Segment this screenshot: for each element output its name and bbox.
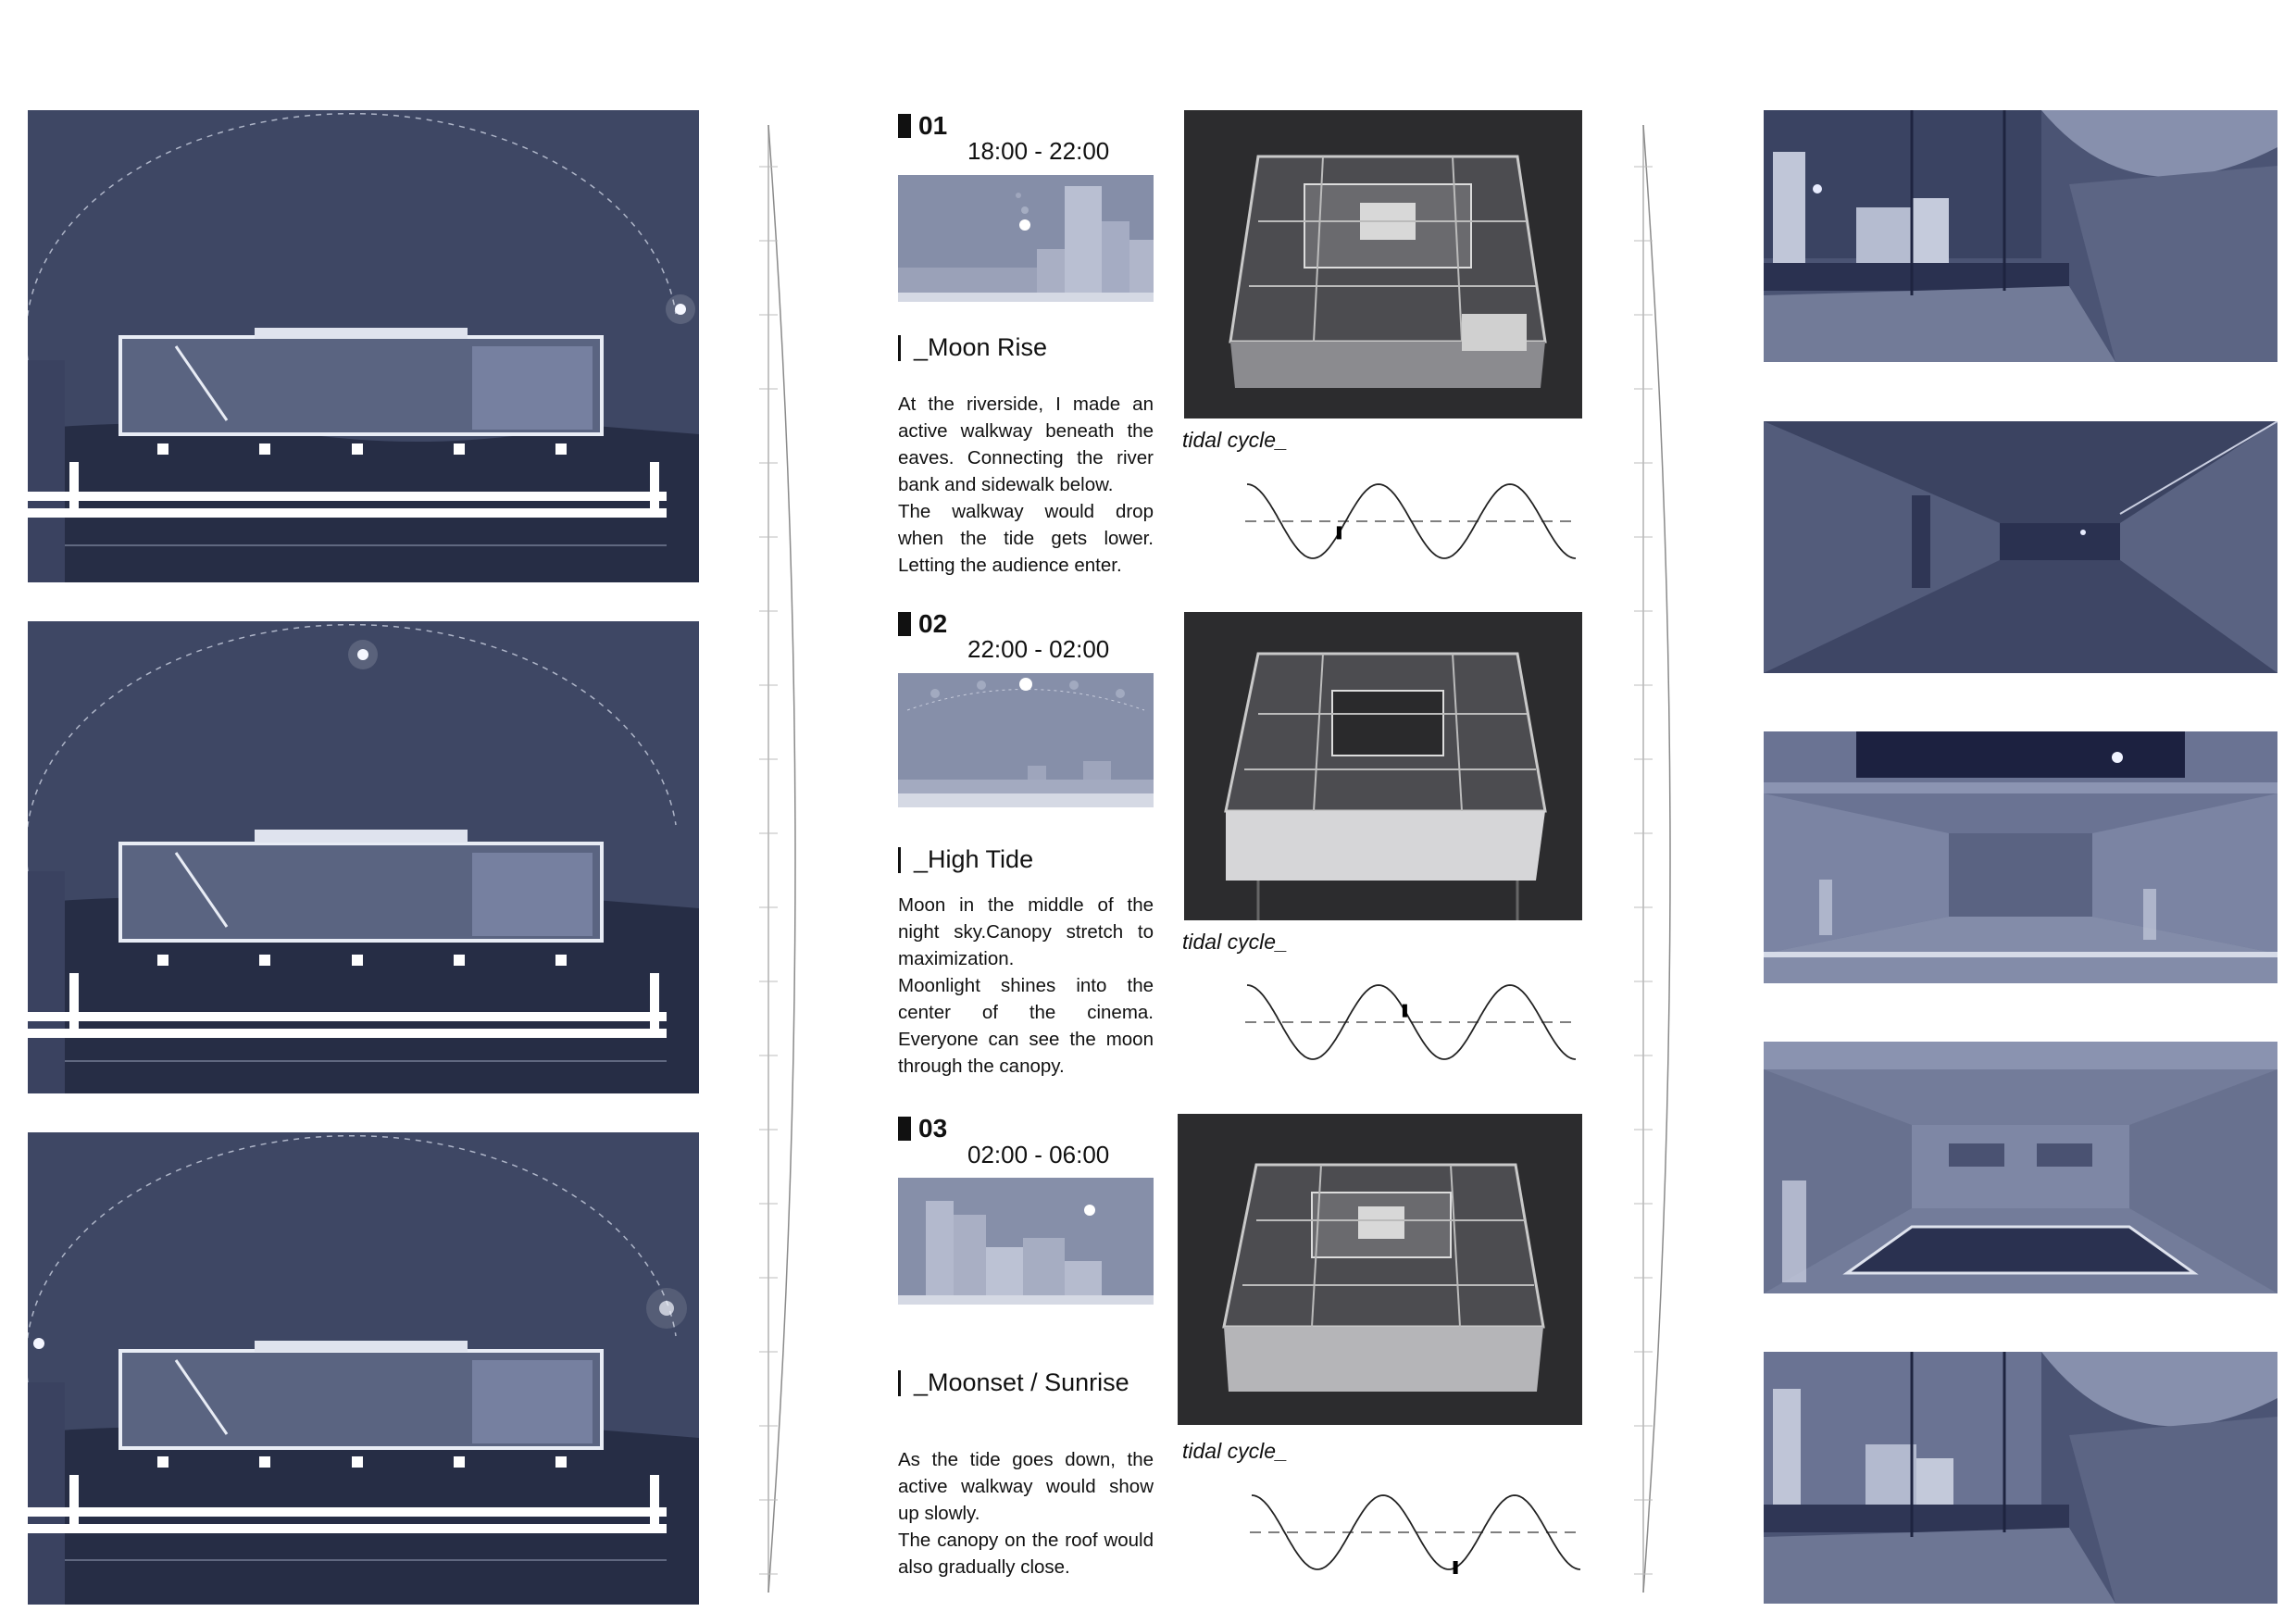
perspective-render-1 bbox=[1764, 110, 2277, 362]
section-drawing-svg bbox=[28, 110, 699, 582]
description-paragraph: As the tide goes down, the active walkway would show up slowly. bbox=[898, 1449, 1154, 1524]
marker-bar bbox=[898, 612, 911, 636]
render-svg bbox=[1764, 1352, 2277, 1604]
model-photo-2 bbox=[1184, 612, 1582, 920]
description-paragraph: The walkway would drop when the tide gets lower. Letting the audience enter. bbox=[898, 501, 1154, 576]
render-svg bbox=[1764, 1042, 2277, 1293]
tidal-cycle-caption-3: tidal cycle_ bbox=[1182, 1439, 1288, 1463]
phase-title-text: _Moonset / Sunrise bbox=[914, 1368, 1129, 1396]
phase-time-1: 18:00 - 22:00 bbox=[967, 137, 1110, 165]
phase-time-2: 22:00 - 02:00 bbox=[967, 635, 1110, 663]
perspective-render-3 bbox=[1764, 731, 2277, 983]
timeline-ruler-right bbox=[1616, 120, 1699, 1597]
tidal-wave-2 bbox=[1245, 968, 1578, 1066]
marker-bar bbox=[898, 114, 911, 138]
perspective-render-4 bbox=[1764, 1042, 2277, 1293]
sky-thumbnail-svg bbox=[898, 175, 1154, 302]
phase-title-1 bbox=[898, 333, 1047, 362]
phase-title-3 bbox=[898, 1368, 1129, 1397]
render-svg bbox=[1764, 421, 2277, 673]
phase-description-3 bbox=[898, 1446, 1154, 1580]
description-paragraph: The canopy on the roof would also gradually close. bbox=[898, 1530, 1154, 1578]
description-paragraph: Moonlight shines into the center of the cinema. Everyone can see the moon through the canopy. bbox=[898, 975, 1154, 1077]
description-paragraph: Moon in the middle of the night sky.Canopy stretch to maximization. bbox=[898, 894, 1154, 969]
sky-thumbnail-3 bbox=[898, 1178, 1154, 1305]
model-photo-3 bbox=[1178, 1114, 1582, 1425]
tide-marker bbox=[1454, 1561, 1458, 1574]
phase-number-text: 03 bbox=[918, 1114, 948, 1143]
phase-number-text: 01 bbox=[918, 111, 948, 140]
tidal-cycle-caption-1: tidal cycle_ bbox=[1182, 428, 1288, 452]
section-drawing-svg bbox=[28, 1132, 699, 1605]
phase-number-1 bbox=[898, 111, 947, 141]
title-marker bbox=[898, 335, 901, 361]
section-drawing-3 bbox=[28, 1132, 699, 1605]
section-drawing-svg bbox=[28, 621, 699, 1093]
phase-number-text: 02 bbox=[918, 609, 948, 638]
sky-thumbnail-1 bbox=[898, 175, 1154, 302]
tide-marker bbox=[1337, 526, 1341, 539]
timeline-ruler-left bbox=[741, 120, 824, 1597]
model-photo-svg bbox=[1184, 110, 1582, 418]
tidal-cycle-caption-2: tidal cycle_ bbox=[1182, 930, 1288, 954]
phase-title-2 bbox=[898, 845, 1033, 874]
model-photo-svg bbox=[1184, 612, 1582, 920]
phase-title-text: _Moon Rise bbox=[914, 333, 1048, 361]
perspective-render-5 bbox=[1764, 1352, 2277, 1604]
perspective-render-2 bbox=[1764, 421, 2277, 673]
phase-description-2 bbox=[898, 892, 1154, 1080]
phase-title-text: _High Tide bbox=[914, 845, 1034, 873]
phase-number-2 bbox=[898, 609, 947, 639]
description-paragraph: At the riverside, I made an active walkway beneath the eaves. Connecting the river bank and sidewalk below. bbox=[898, 394, 1154, 495]
render-svg bbox=[1764, 731, 2277, 983]
title-marker bbox=[898, 1370, 901, 1396]
render-svg bbox=[1764, 110, 2277, 362]
tide-marker bbox=[1403, 1005, 1407, 1018]
sky-thumbnail-svg bbox=[898, 673, 1154, 807]
sky-thumbnail-svg bbox=[898, 1178, 1154, 1305]
title-marker bbox=[898, 847, 901, 873]
marker-bar bbox=[898, 1117, 911, 1141]
phase-description-1 bbox=[898, 391, 1154, 579]
model-photo-1 bbox=[1184, 110, 1582, 418]
phase-number-3 bbox=[898, 1114, 947, 1143]
model-photo-svg bbox=[1178, 1114, 1582, 1425]
tidal-wave-3 bbox=[1250, 1479, 1583, 1580]
tidal-wave-1 bbox=[1245, 468, 1578, 565]
section-drawing-1 bbox=[28, 110, 699, 582]
phase-time-3: 02:00 - 06:00 bbox=[967, 1141, 1110, 1168]
section-drawing-2 bbox=[28, 621, 699, 1093]
sky-thumbnail-2 bbox=[898, 673, 1154, 807]
